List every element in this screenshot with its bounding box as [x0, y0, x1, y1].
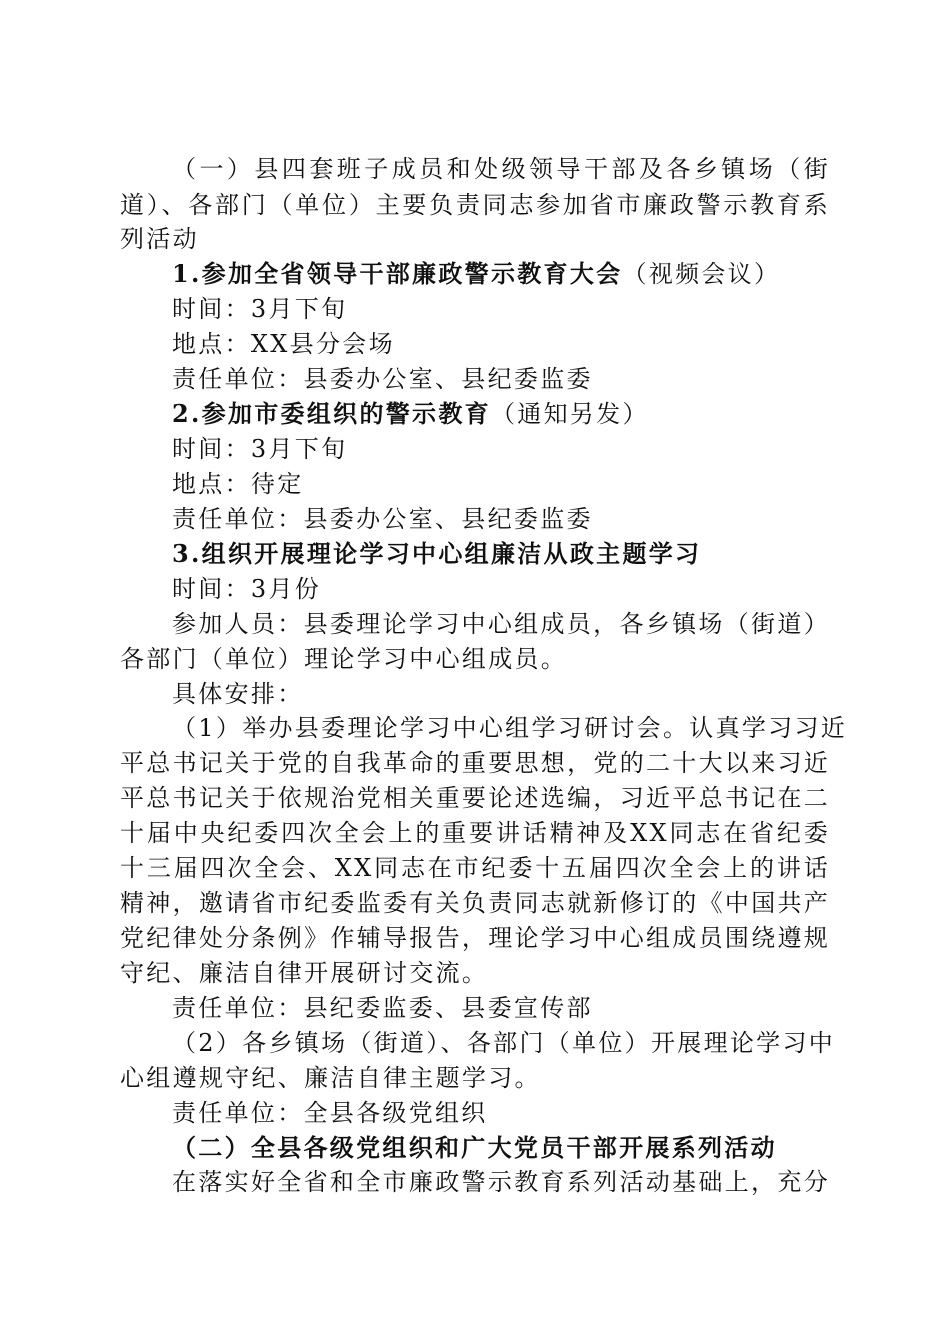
section-heading-2: （二）全县各级党组织和广大党员干部开展系列活动	[172, 1133, 777, 1162]
item-3-title: 3.组织开展理论学习中心组廉洁从政主题学习	[172, 539, 702, 568]
item-1-location: 地点：XX县分会场	[172, 330, 395, 358]
arrangement-1-line-7: 党纪律处分条例》作辅导报告，理论学习中心组成员围绕遵规	[120, 924, 831, 952]
arrangement-1-line-6: 精神，邀请省市纪委监委有关负责同志就新修订的《中国共产	[120, 889, 831, 917]
section-heading-1: （一）县四套班子成员和处级领导干部及各乡镇场（街	[172, 155, 830, 183]
arrangement-1-line-8: 守纪、廉洁自律开展研讨交流。	[120, 959, 489, 987]
arrangement-1-line-5: 十三届四次全会、XX同志在市纪委十五届四次全会上的讲话	[120, 854, 830, 882]
item-2-time: 时间：3月下旬	[172, 435, 348, 463]
item-1-time: 时间：3月下旬	[172, 295, 348, 323]
item-3-participants-cont: 各部门（单位）理论学习中心组成员。	[120, 645, 568, 673]
arrangement-1-responsible: 责任单位：县纪委监委、县委宣传部	[172, 994, 593, 1022]
section-heading-1-end: 列活动	[120, 225, 199, 253]
arrangement-2-responsible: 责任单位：全县各级党组织	[172, 1099, 488, 1127]
item-3-participants: 参加人员：县委理论学习中心组成员，各乡镇场（街道）	[172, 610, 830, 638]
item-2-title-note: （通知另发）	[490, 400, 649, 428]
arrangement-1-line-3: 平总书记关于依规治党相关重要论述选编，习近平总书记在二	[120, 784, 831, 812]
arrangement-2-line-1: （2）各乡镇场（街道）、各部门（单位）开展理论学习中	[172, 1029, 836, 1057]
item-1-title-bold: 1.参加全省领导干部廉政警示教育大会	[172, 259, 623, 288]
item-2-title	[172, 397, 830, 431]
arrangement-1-line-2: 平总书记关于党的自我革命的重要思想，党的二十大以来习近	[120, 749, 831, 777]
item-3-time: 时间：3月份	[172, 575, 322, 603]
item-2-title-bold: 2.参加市委组织的警示教育	[172, 399, 491, 428]
arrangement-1-line-4: 十届中央纪委四次全会上的重要讲话精神及XX同志在省纪委	[120, 819, 830, 847]
arrangement-2-line-2: 心组遵规守纪、廉洁自律主题学习。	[120, 1064, 541, 1092]
item-2-responsible: 责任单位：县委办公室、县纪委监委	[172, 505, 593, 533]
item-3-arrangement-label: 具体安排：	[172, 680, 304, 708]
item-1-responsible: 责任单位：县委办公室、县纪委监委	[172, 365, 593, 393]
item-1-title-note: （视频会议）	[622, 260, 781, 288]
section-heading-1-cont: 道）、各部门（单位）主要负责同志参加省市廉政警示教育系	[120, 191, 830, 219]
item-2-location: 地点：待定	[172, 470, 304, 498]
section-2-paragraph-line-1: 在落实好全省和全市廉政警示教育系列活动基础上，充分	[172, 1168, 830, 1196]
arrangement-1-line-1: （1）举办县委理论学习中心组学习研讨会。认真学习习近	[172, 714, 848, 742]
item-1-title	[172, 257, 830, 291]
